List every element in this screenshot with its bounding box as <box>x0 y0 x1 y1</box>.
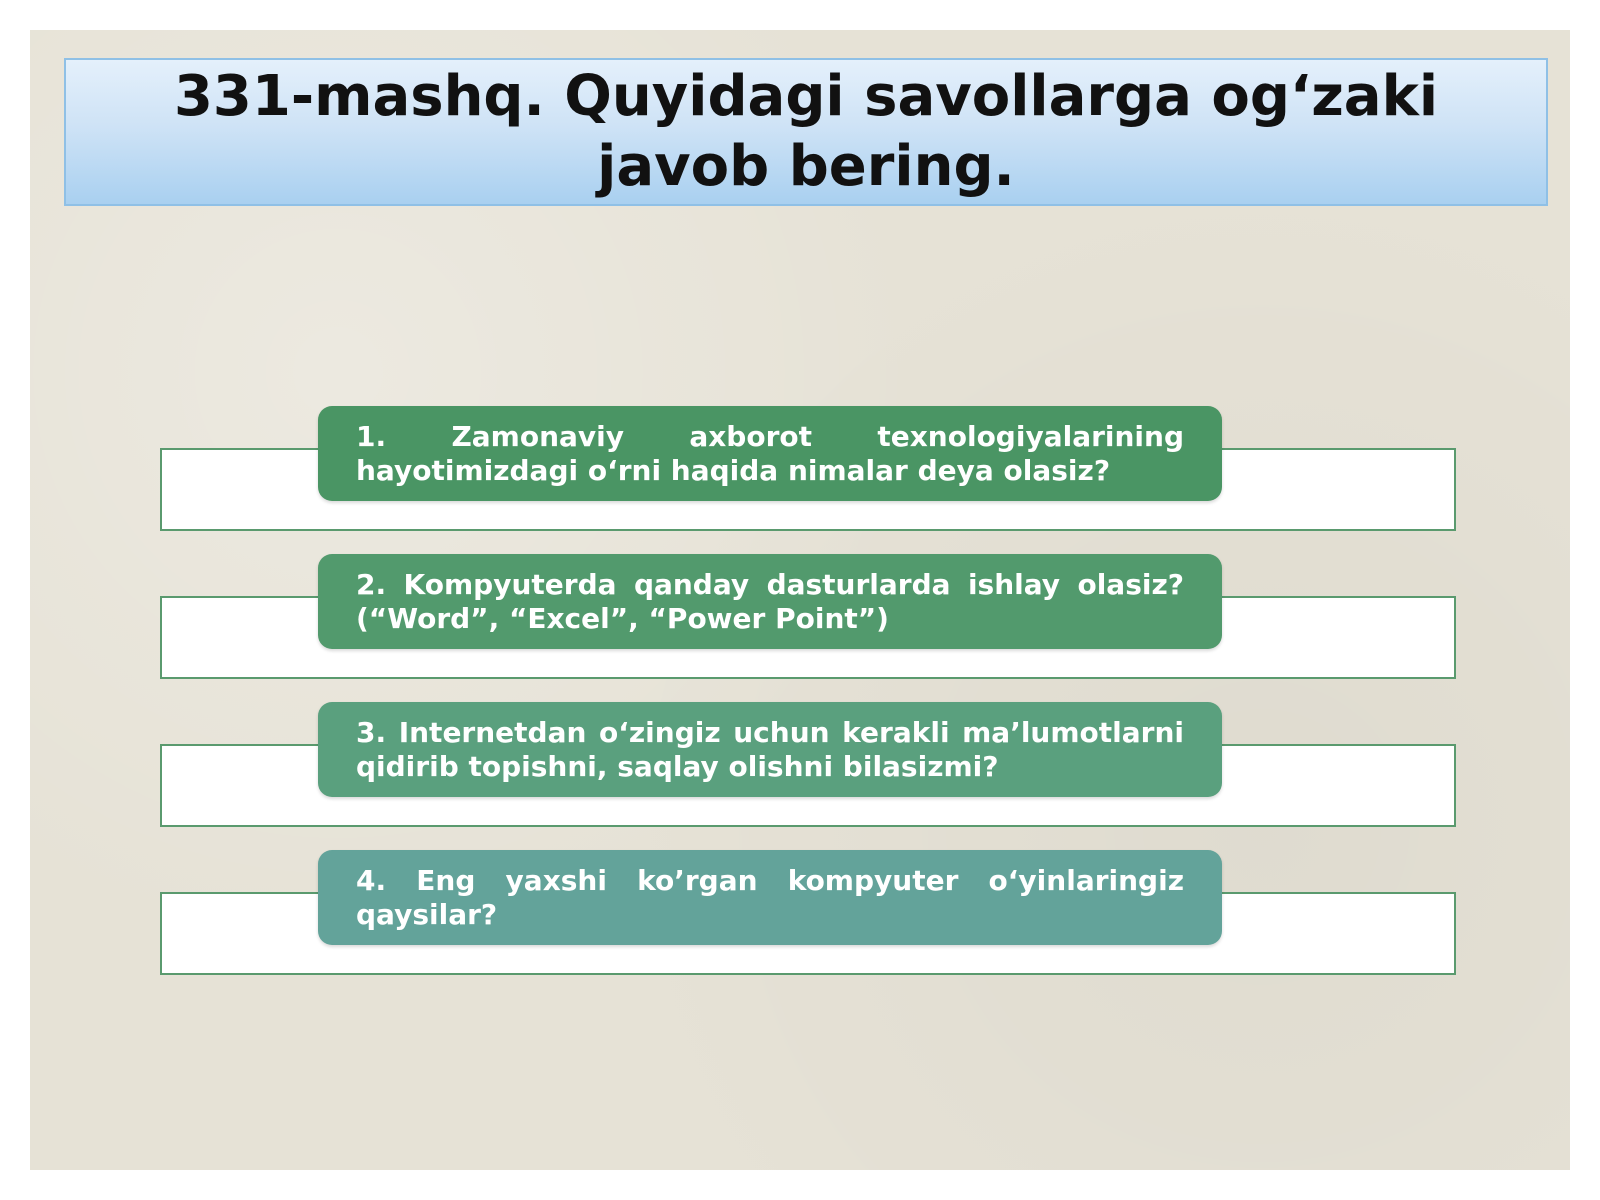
question-3: 3. Internetdan o‘zingiz uchun kerakli ma’lumotlarni qidirib topishni, saqlay olishni bilasizmi? <box>318 702 1222 797</box>
title-banner <box>64 58 1548 206</box>
question-1: 1. Zamonaviy axborot texnologiyalarining hayotimizdagi o‘rni haqida nimalar deya olasiz? <box>318 406 1222 501</box>
question-2: 2. Kompyuterda qanday dasturlarda ishlay olasiz? (“Word”, “Excel”, “Power Point”) <box>318 554 1222 649</box>
slide-title: 331-mashq. Quyidagi savollarga og‘zaki javob bering. <box>173 64 1439 199</box>
question-4: 4. Eng yaxshi ko’rgan kompyuter o‘yinlaringiz qaysilar? <box>318 850 1222 945</box>
slide <box>30 30 1570 1170</box>
